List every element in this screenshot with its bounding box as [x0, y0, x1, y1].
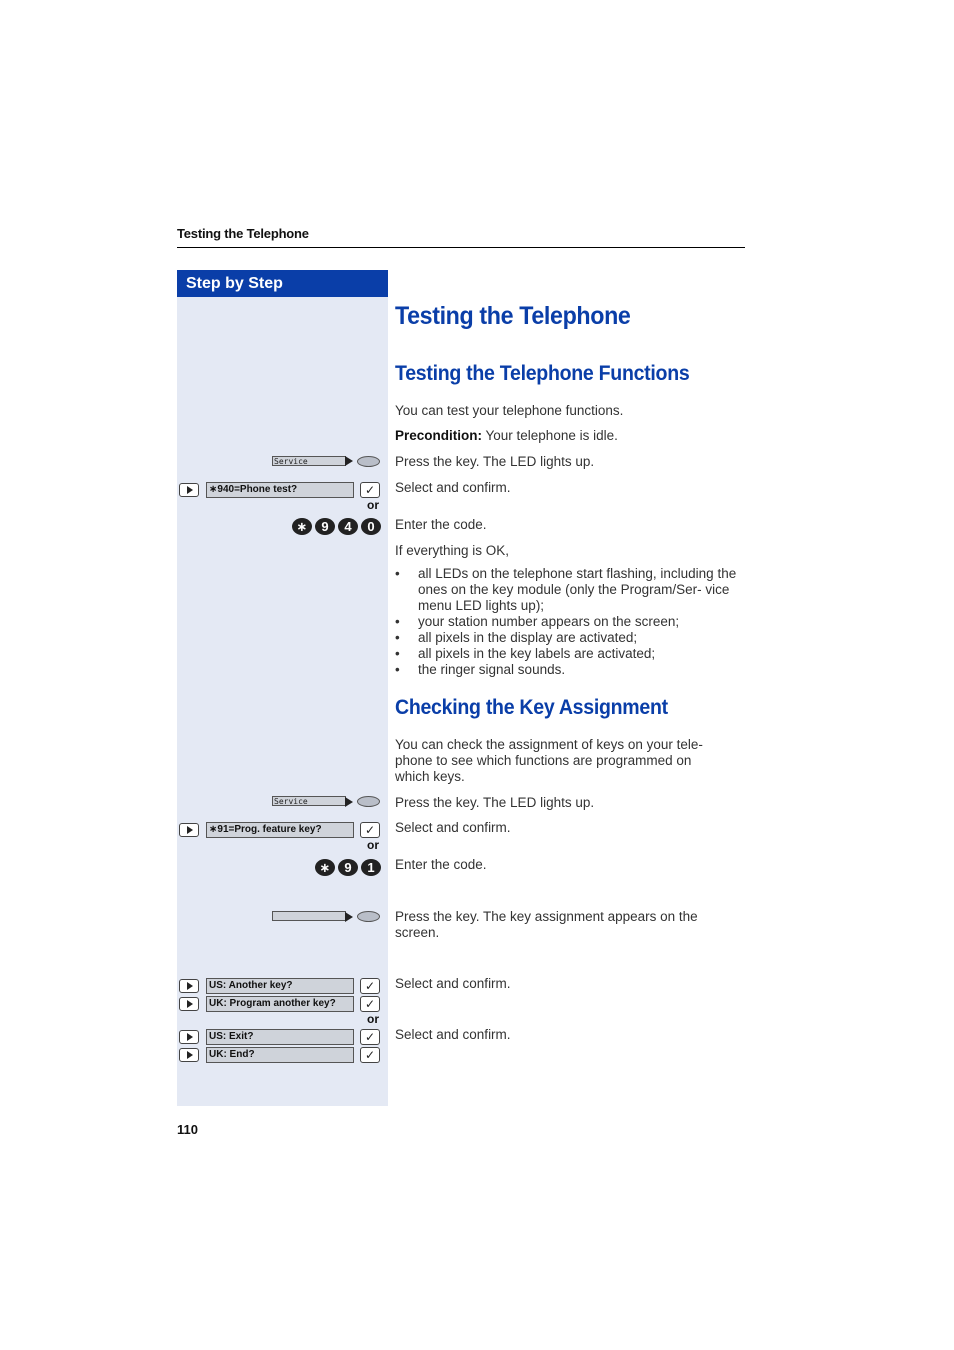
function-key[interactable]	[272, 911, 346, 921]
list-item: • the ringer signal sounds.	[395, 662, 745, 678]
step-select-confirm: Select and confirm.	[395, 1027, 511, 1042]
section-title-functions: Testing the Telephone Functions	[395, 362, 690, 385]
precondition-label: Precondition:	[395, 428, 482, 443]
step-press-function-key: Press the key. The key assignment appears on the screen.	[395, 909, 698, 940]
list-item: • all LEDs on the telephone start flashing, including the ones on the key module (only the Program/Ser- vice menu LED lights up);	[395, 566, 745, 614]
result-list	[395, 566, 745, 678]
or-label: or	[367, 838, 379, 852]
step-select-confirm: Select and confirm.	[395, 820, 511, 835]
key-pointer-icon	[345, 456, 353, 466]
key-pointer-icon	[345, 912, 353, 922]
step-select-confirm: Select and confirm.	[395, 480, 511, 495]
result-intro: If everything is OK,	[395, 543, 510, 558]
nav-right-button[interactable]	[179, 483, 199, 497]
menu-item-phone-test[interactable]: ∗940=Phone test?	[206, 482, 354, 498]
nav-right-button[interactable]	[179, 1030, 199, 1044]
step-press-key: Press the key. The LED lights up.	[395, 454, 595, 469]
digit-9-key[interactable]: 9	[315, 518, 335, 535]
confirm-button[interactable]: ✓	[360, 996, 380, 1012]
nav-right-button[interactable]	[179, 979, 199, 993]
list-item: • all pixels in the display are activated;	[395, 630, 745, 646]
section-title-key-assignment: Checking the Key Assignment	[395, 696, 668, 719]
menu-item-prog-feature-key[interactable]: ∗91=Prog. feature key?	[206, 822, 354, 838]
header-rule	[177, 247, 745, 248]
digit-0-key[interactable]: 0	[361, 518, 381, 535]
step-select-confirm: Select and confirm.	[395, 976, 511, 991]
menu-item-exit-us[interactable]: US: Exit?	[206, 1029, 354, 1045]
star-key[interactable]: ∗	[315, 859, 335, 876]
list-item: • your station number appears on the screen;	[395, 614, 745, 630]
section1-intro: You can test your telephone functions.	[395, 403, 624, 418]
confirm-button[interactable]: ✓	[360, 482, 380, 498]
menu-item-end-uk[interactable]: UK: End?	[206, 1047, 354, 1063]
confirm-button[interactable]: ✓	[360, 1047, 380, 1063]
precondition-text: Your telephone is idle.	[482, 428, 618, 443]
led-icon	[357, 796, 380, 807]
page-title: Testing the Telephone	[395, 302, 631, 330]
nav-right-button[interactable]	[179, 997, 199, 1011]
precondition	[395, 428, 745, 444]
confirm-button[interactable]: ✓	[360, 1029, 380, 1045]
menu-item-another-key-uk[interactable]: UK: Program another key?	[206, 996, 354, 1012]
page-number: 110	[177, 1122, 198, 1137]
service-key[interactable]: Service	[272, 456, 346, 466]
digit-9-key[interactable]: 9	[338, 859, 358, 876]
menu-item-another-key-us[interactable]: US: Another key?	[206, 978, 354, 994]
or-label: or	[367, 1012, 379, 1026]
digit-1-key[interactable]: 1	[361, 859, 381, 876]
confirm-button[interactable]: ✓	[360, 822, 380, 838]
step-enter-code: Enter the code.	[395, 517, 487, 532]
step-press-key: Press the key. The LED lights up.	[395, 795, 595, 810]
nav-right-button[interactable]	[179, 823, 199, 837]
running-header: Testing the Telephone	[177, 226, 309, 241]
list-item: • all pixels in the key labels are activated;	[395, 646, 745, 662]
section2-intro: You can check the assignment of keys on your tele- phone to see which functions are programmed on which keys.	[395, 737, 703, 784]
digit-4-key[interactable]: 4	[338, 518, 358, 535]
step-by-step-header: Step by Step	[177, 270, 388, 297]
confirm-button[interactable]: ✓	[360, 978, 380, 994]
led-icon	[357, 456, 380, 467]
step-enter-code: Enter the code.	[395, 857, 487, 872]
star-key[interactable]: ∗	[292, 518, 312, 535]
or-label: or	[367, 498, 379, 512]
service-key[interactable]: Service	[272, 796, 346, 806]
led-icon	[357, 911, 380, 922]
key-pointer-icon	[345, 797, 353, 807]
nav-right-button[interactable]	[179, 1048, 199, 1062]
